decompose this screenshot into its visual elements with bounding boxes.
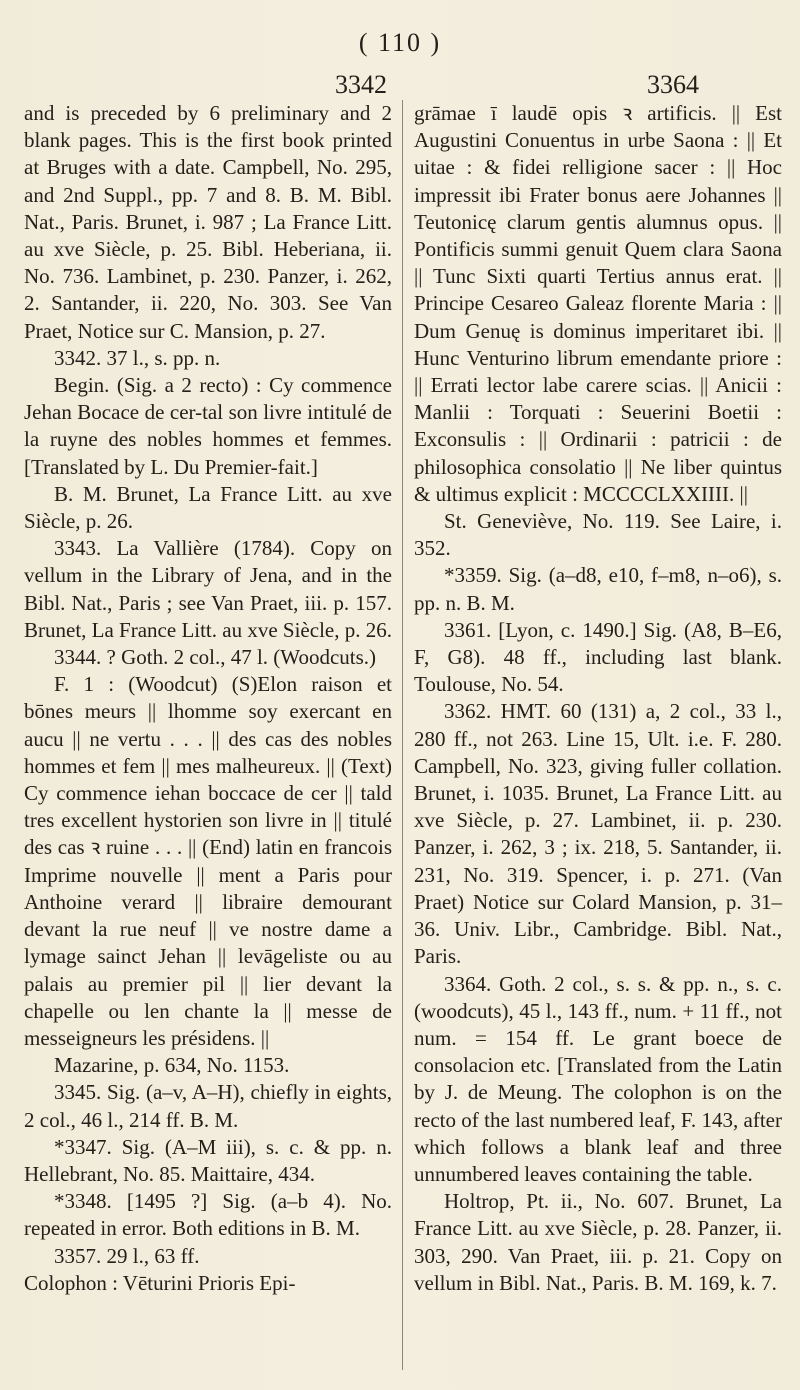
- left-paragraph: and is preceded by 6 preliminary and 2 blank pages. This is the first book printed at Bruges with a date. Campbell, No. 295, and 2nd Suppl., pp. 7 and 8. B. M. Bibl. Nat., Paris. Brunet, i. 987 ; La France Litt. au xve Siècle, p. 25. Bibl. Heberiana, ii. No. 736. Lambinet, p. 230. Panzer, i. 262, 2. Santander, ii. 220, No. 303. See Van Praet, Notice sur C. Mansion, p. 27.: [24, 101, 392, 343]
- right-column: [414, 100, 782, 1297]
- right-paragraph: 3362. HMT. 60 (131) a, 2 col., 33 l., 280 ff., not 263. Line 15, Ult. i.e. F. 280. Campbell, No. 323, giving fuller collation. Brunet, i. 1035. Brunet, La France Litt. au xve Siècle, p. 27. Lambinet, ii. p. 230. Panzer, i. 262, 3 ; ix. 218, 5. Santander, ii. 231, No. 319. Spencer, i. p. 271. (Van Praet) Notice sur Colard Mansion, p. 31–36. Univ. Libr., Cambridge. Bibl. Nat., Paris.: [414, 699, 782, 969]
- left-paragraph: B. M. Brunet, La France Litt. au xve Siècle, p. 26.: [24, 481, 392, 534]
- left-paragraph: 3345. Sig. (a–v, A–H), chiefly in eights, 2 col., 46 l., 214 ff. B. M.: [24, 1080, 392, 1132]
- left-column-heading: 3342: [335, 70, 387, 99]
- left-paragraph: 3357. 29 l., 63 ff.: [54, 1243, 200, 1268]
- left-paragraph: Colophon : Vēturini Prioris Epi-: [24, 1270, 296, 1295]
- right-paragraph: *3359. Sig. (a–d8, e10, f–m8, n–o6), s. pp. n. B. M.: [414, 563, 782, 615]
- left-paragraph: F. 1 : (Woodcut) (S)Elon raison et bōnes meurs || lhomme soy exercant en aucu || ne vertu . . . || des cas des nobles hommes et fem || mes malheureux. || (Text) Cy commence iehan boccace de cer || tald tres excellent hystorien son livre in || titulé des cas ꝛ ruine . . . || (End) latin en francois Imprime nouvelle || ment a Paris pour Anthoine verard || libraire demourant devant la rue neuf || ve nostre dame a lymage sainct Jehan || levāgeliste ou au palais au premier pil || lier devant la chapelle ou len chante la || messe de messeigneurs les présidens. ||: [24, 672, 392, 1050]
- left-column: [24, 100, 392, 1297]
- left-paragraph: 3343. La Vallière (1784). Copy on vellum in the Library of Jena, and in the Bibl. Nat., Paris ; see Van Praet, iii. p. 157. Brunet, La France Litt. au xve Siècle, p. 26.: [24, 536, 392, 642]
- left-paragraph: 3342. 37 l., s. pp. n.: [54, 345, 221, 370]
- right-paragraph: Holtrop, Pt. ii., No. 607. Brunet, La France Litt. au xve Siècle, p. 28. Panzer, ii. 303, 290. Van Praet, iii. p. 21. Copy on vellum in Bibl. Nat., Paris. B. M. 169, k. 7.: [414, 1189, 782, 1295]
- left-paragraph: 3344. ? Goth. 2 col., 47 l. (Woodcuts.): [54, 645, 377, 670]
- left-paragraph: *3347. Sig. (A–M iii), s. c. & pp. n. Hellebrant, No. 85. Maittaire, 434.: [24, 1134, 392, 1186]
- page-number: ( 110 ): [358, 28, 442, 57]
- left-paragraph: Mazarine, p. 634, No. 1153.: [54, 1053, 290, 1078]
- left-paragraph: Begin. (Sig. a 2 recto) : Cy commence Jehan Bocace de cer-tal son livre intitulé de la ruyne des nobles hommes et femmes. [Translated by L. Du Premier-fait.]: [24, 373, 392, 479]
- right-paragraph: St. Geneviève, No. 119. See Laire, i. 352.: [414, 509, 782, 561]
- left-paragraph: *3348. [1495 ?] Sig. (a–b 4). No. repeated in error. Both editions in B. M.: [24, 1189, 392, 1241]
- right-column-heading: 3364: [647, 70, 699, 99]
- column-divider: [402, 100, 403, 1370]
- right-paragraph: grāmae ī laudē opis ꝛ artificis. || Est Augustini Conuentus in urbe Saona : || Et uitae : & fidei relligione sacer : || Hoc impressit ibi Frater bonus aere Johannes || Teutonicę clarum gentis alumnus opus. || Pontificis summi genuit Quem clara Saona || Tunc Sixti quarti Tertius annus erat. || Principe Cesareo Galeaz florente Maria : || Dum Genuę is dominus imperitaret ibi. || Hunc Venturino librum emendante priore : || Errati lector labe carere scias. || Anicii : Manlii : Torquati : Seuerini Boetii : Exconsulis : || Ordinarii : patricii : de philosophica consolatio || Ne liber quintus & ultimus explicit : MCCCCLXXIIII. ||: [414, 101, 782, 506]
- right-paragraph: 3361. [Lyon, c. 1490.] Sig. (A8, B–E6, F, G8). 48 ff., including last blank. Toulouse, No. 54.: [414, 617, 782, 697]
- right-paragraph: 3364. Goth. 2 col., s. s. & pp. n., s. c. (woodcuts), 45 l., 143 ff., num. + 11 ff., not num. = 154 ff. Le grant boece de consolacion etc. [Translated from the Latin by J. de Meung. The colophon is on the recto of the last numbered leaf, F. 143, after which follows a blank leaf and three unnumbered leaves containing the table.: [414, 971, 782, 1186]
